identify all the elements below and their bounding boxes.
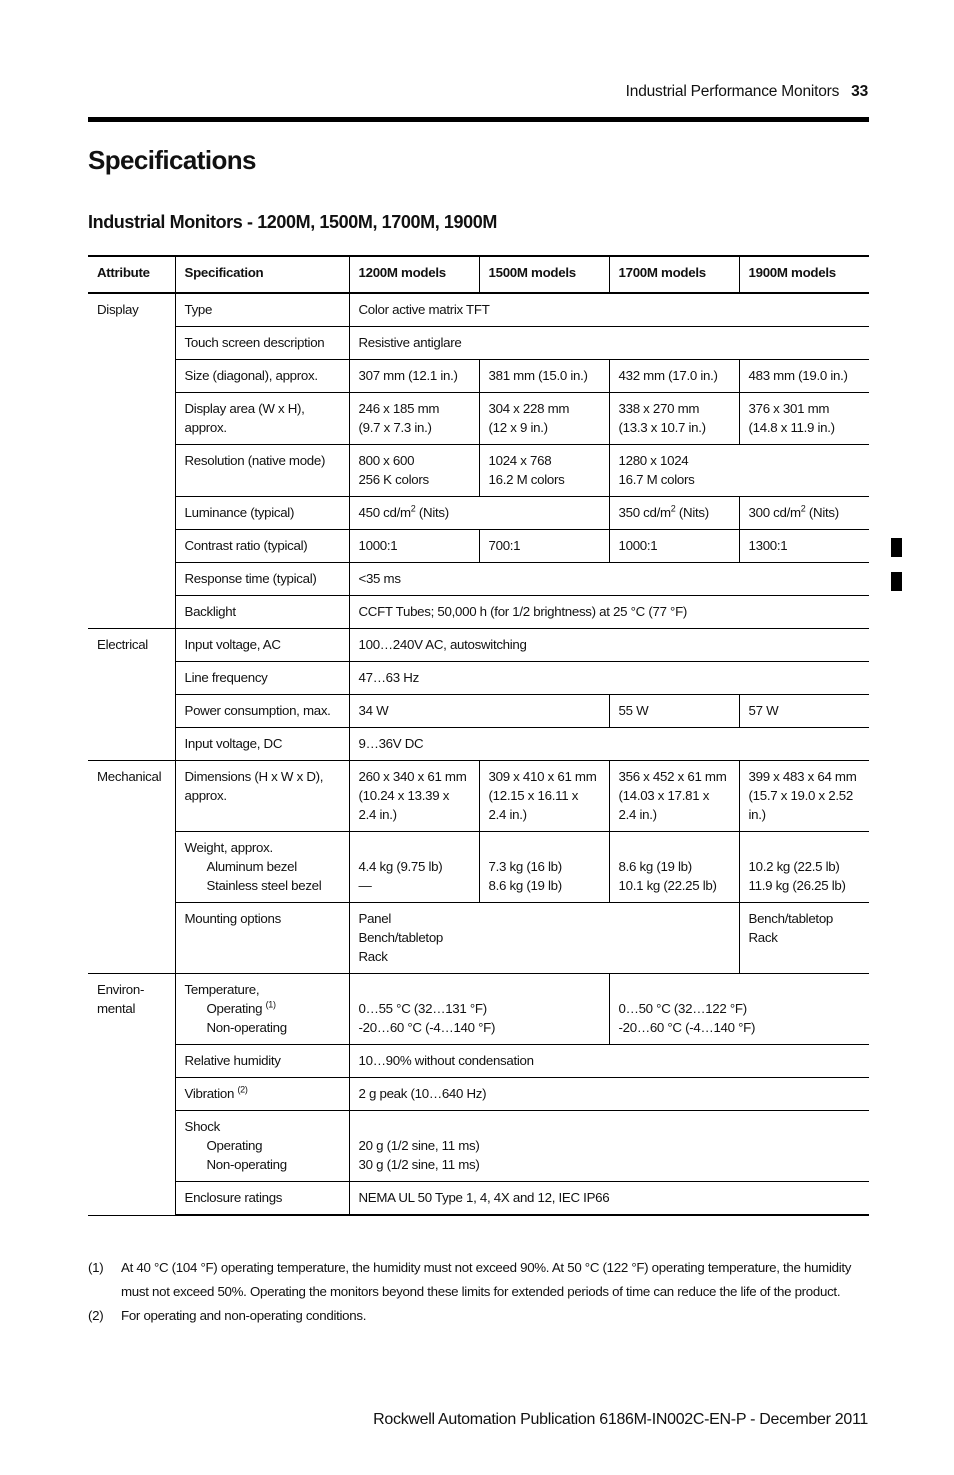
table-row (88, 293, 869, 327)
footnote-text: For operating and non-operating conditions. (121, 1308, 367, 1323)
group-electrical: Electrical (88, 629, 175, 761)
spec-label (175, 1111, 349, 1182)
spec-label: Contrast ratio (typical) (175, 530, 349, 563)
footnote-text: At 40 °C (104 °F) operating temperature, the humidity must not exceed 90%. At 50 °C (122 °F) operating temperature, the humidity must not exceed 50%. Operating the monitors beyond these limits for extended periods of time can reduce the life of the product. (121, 1260, 852, 1299)
spec-label: Power consumption, max. (175, 695, 349, 728)
table-row (88, 563, 869, 596)
spec-label: Type (175, 293, 349, 327)
table-row (88, 1111, 869, 1182)
spec-sub-labels: Operating Non-operating (206, 1138, 287, 1172)
spec-label: Input voltage, AC (175, 629, 349, 662)
spec-value: 700:1 (479, 530, 609, 563)
spec-value (349, 974, 609, 1045)
table-row (88, 327, 869, 360)
spec-value (349, 1111, 869, 1182)
running-header (88, 83, 868, 101)
footnote-number: (1) (88, 1260, 104, 1275)
spec-value: NEMA UL 50 Type 1, 4, 4X and 12, IEC IP66 (349, 1182, 869, 1216)
temperature-value: 0…55 °C (32…131 °F) -20…60 °C (-4…140 °F) (358, 1001, 496, 1035)
side-tab-marker (891, 538, 902, 557)
page-footer: Rockwell Automation Publication 6186M-IN002C-EN-P - December 2011 (373, 1411, 868, 1428)
spec-label: Enclosure ratings (175, 1182, 349, 1216)
col-header-specification: Specification (175, 256, 349, 293)
spec-value: 246 x 185 mm (9.7 x 7.3 in.) (349, 393, 479, 445)
table-row (88, 728, 869, 761)
group-mechanical: Mechanical (88, 761, 175, 974)
spec-label: Mounting options (175, 903, 349, 974)
spec-value: 309 x 410 x 61 mm (12.15 x 16.11 x 2.4 in.) (479, 761, 609, 832)
spec-value (609, 974, 869, 1045)
unit-text: (Nits) (805, 505, 839, 520)
spec-value: 2 g peak (10…640 Hz) (349, 1078, 869, 1111)
weight-value: 7.3 kg (16 lb) 8.6 kg (19 lb) (488, 859, 562, 893)
weight-value: 10.2 kg (22.5 lb) 11.9 kg (26.25 lb) (748, 859, 846, 893)
spec-value: 1000:1 (349, 530, 479, 563)
spec-value: Color active matrix TFT (349, 293, 869, 327)
spec-value: 356 x 452 x 61 mm (14.03 x 17.81 x 2.4 in.) (609, 761, 739, 832)
spec-label: Line frequency (175, 662, 349, 695)
table-row (88, 832, 869, 903)
table-row (88, 695, 869, 728)
spec-value: Panel Bench/tabletop Rack (349, 903, 739, 974)
table-row (88, 974, 869, 1045)
running-title: Industrial Performance Monitors (625, 83, 840, 100)
table-row (88, 445, 869, 497)
spec-value: 9…36V DC (349, 728, 869, 761)
footnote-ref-2: (2) (237, 1084, 248, 1095)
spec-label-main: Vibration (184, 1086, 235, 1101)
table-row (88, 497, 869, 530)
table-row (88, 360, 869, 393)
spec-label: Backlight (175, 596, 349, 629)
spec-label-main: Temperature, (184, 982, 260, 997)
spec-value: 304 x 228 mm (12 x 9 in.) (479, 393, 609, 445)
footnote (88, 1304, 869, 1328)
spec-label (175, 1078, 349, 1111)
spec-value: 260 x 340 x 61 mm (10.24 x 13.39 x 2.4 in.) (349, 761, 479, 832)
superscript: 2 (800, 503, 806, 514)
spec-label: Dimensions (H x W x D), approx. (175, 761, 349, 832)
col-header-1700m: 1700M models (609, 256, 739, 293)
spec-label: Response time (typical) (175, 563, 349, 596)
spec-value (609, 497, 739, 530)
spec-value (609, 832, 739, 903)
table-row (88, 662, 869, 695)
page-title: Specifications (88, 145, 256, 175)
spec-value: 100…240V AC, autoswitching (349, 629, 869, 662)
spec-label: Touch screen description (175, 327, 349, 360)
spec-value: CCFT Tubes; 50,000 h (for 1/2 brightness) at 25 °C (77 °F) (349, 596, 869, 629)
spec-value: 432 mm (17.0 in.) (609, 360, 739, 393)
spec-value: Bench/tabletop Rack (739, 903, 869, 974)
spec-label-main: Shock (184, 1119, 220, 1134)
spec-table (88, 255, 869, 1216)
table-row (88, 629, 869, 662)
table-row (88, 1045, 869, 1078)
footnote (88, 1256, 869, 1304)
spec-label (175, 974, 349, 1045)
spec-value: 376 x 301 mm (14.8 x 11.9 in.) (739, 393, 869, 445)
spec-value (349, 832, 479, 903)
unit-text: (Nits) (415, 505, 449, 520)
table-row (88, 1182, 869, 1216)
spec-value: 55 W (609, 695, 739, 728)
spec-value (739, 832, 869, 903)
spec-value (349, 497, 609, 530)
weight-value: 4.4 kg (9.75 lb) — (358, 859, 443, 893)
spec-label: Size (diagonal), approx. (175, 360, 349, 393)
spec-value: 399 x 483 x 64 mm (15.7 x 19.0 x 2.52 in.) (739, 761, 869, 832)
spec-value: 307 mm (12.1 in.) (349, 360, 479, 393)
spec-value: 47…63 Hz (349, 662, 869, 695)
shock-value: 20 g (1/2 sine, 11 ms) 30 g (1/2 sine, 11 ms) (358, 1138, 480, 1172)
col-header-1500m: 1500M models (479, 256, 609, 293)
table-row (88, 903, 869, 974)
footnote-ref-1: (1) (265, 999, 276, 1010)
luminance-value: 350 cd/m (618, 505, 671, 520)
spec-value: 381 mm (15.0 in.) (479, 360, 609, 393)
table-title: Industrial Monitors - 1200M, 1500M, 1700M, 1900M (88, 212, 497, 232)
spec-label: Resolution (native mode) (175, 445, 349, 497)
weight-value: 8.6 kg (19 lb) 10.1 kg (22.25 lb) (618, 859, 717, 893)
spec-value: 1024 x 768 16.2 M colors (479, 445, 609, 497)
spec-sub-labels: Aluminum bezel Stainless steel bezel (206, 859, 322, 893)
table-row (88, 530, 869, 563)
table-row (88, 1078, 869, 1111)
spec-label: Input voltage, DC (175, 728, 349, 761)
group-display: Display (88, 293, 175, 629)
spec-sub-label: Non-operating (206, 1020, 287, 1035)
temperature-value: 0…50 °C (32…122 °F) -20…60 °C (-4…140 °F) (618, 1001, 756, 1035)
table-row (88, 761, 869, 832)
spec-label: Relative humidity (175, 1045, 349, 1078)
spec-value: 34 W (349, 695, 609, 728)
operating-label: Operating (206, 1001, 263, 1016)
spec-label (175, 832, 349, 903)
superscript: 2 (670, 503, 676, 514)
side-tab-marker (891, 572, 902, 591)
spec-value: 338 x 270 mm (13.3 x 10.7 in.) (609, 393, 739, 445)
table-row (88, 596, 869, 629)
table-header-row (88, 256, 869, 293)
spec-value: 1300:1 (739, 530, 869, 563)
spec-sub-label (185, 999, 345, 1018)
superscript: 2 (410, 503, 416, 514)
footnote-number: (2) (88, 1308, 104, 1323)
spec-value: 10…90% without condensation (349, 1045, 869, 1078)
spec-label: Luminance (typical) (175, 497, 349, 530)
spec-value: 483 mm (19.0 in.) (739, 360, 869, 393)
col-header-1900m: 1900M models (739, 256, 869, 293)
spec-value (739, 497, 869, 530)
spec-label-main: Weight, approx. (184, 840, 273, 855)
luminance-value: 300 cd/m (748, 505, 801, 520)
luminance-value: 450 cd/m (358, 505, 411, 520)
spec-value: 57 W (739, 695, 869, 728)
table-row (88, 393, 869, 445)
header-rule (88, 117, 869, 122)
spec-value (479, 832, 609, 903)
unit-text: (Nits) (675, 505, 709, 520)
col-header-1200m: 1200M models (349, 256, 479, 293)
spec-value: 1280 x 1024 16.7 M colors (609, 445, 869, 497)
spec-label: Display area (W x H), approx. (175, 393, 349, 445)
col-header-attribute: Attribute (88, 256, 175, 293)
group-environmental: Environ- mental (88, 974, 175, 1216)
page-number: 33 (851, 83, 868, 100)
spec-value: 1000:1 (609, 530, 739, 563)
footnotes (88, 1256, 869, 1328)
spec-value: 800 x 600 256 K colors (349, 445, 479, 497)
spec-value: Resistive antiglare (349, 327, 869, 360)
spec-value: <35 ms (349, 563, 869, 596)
